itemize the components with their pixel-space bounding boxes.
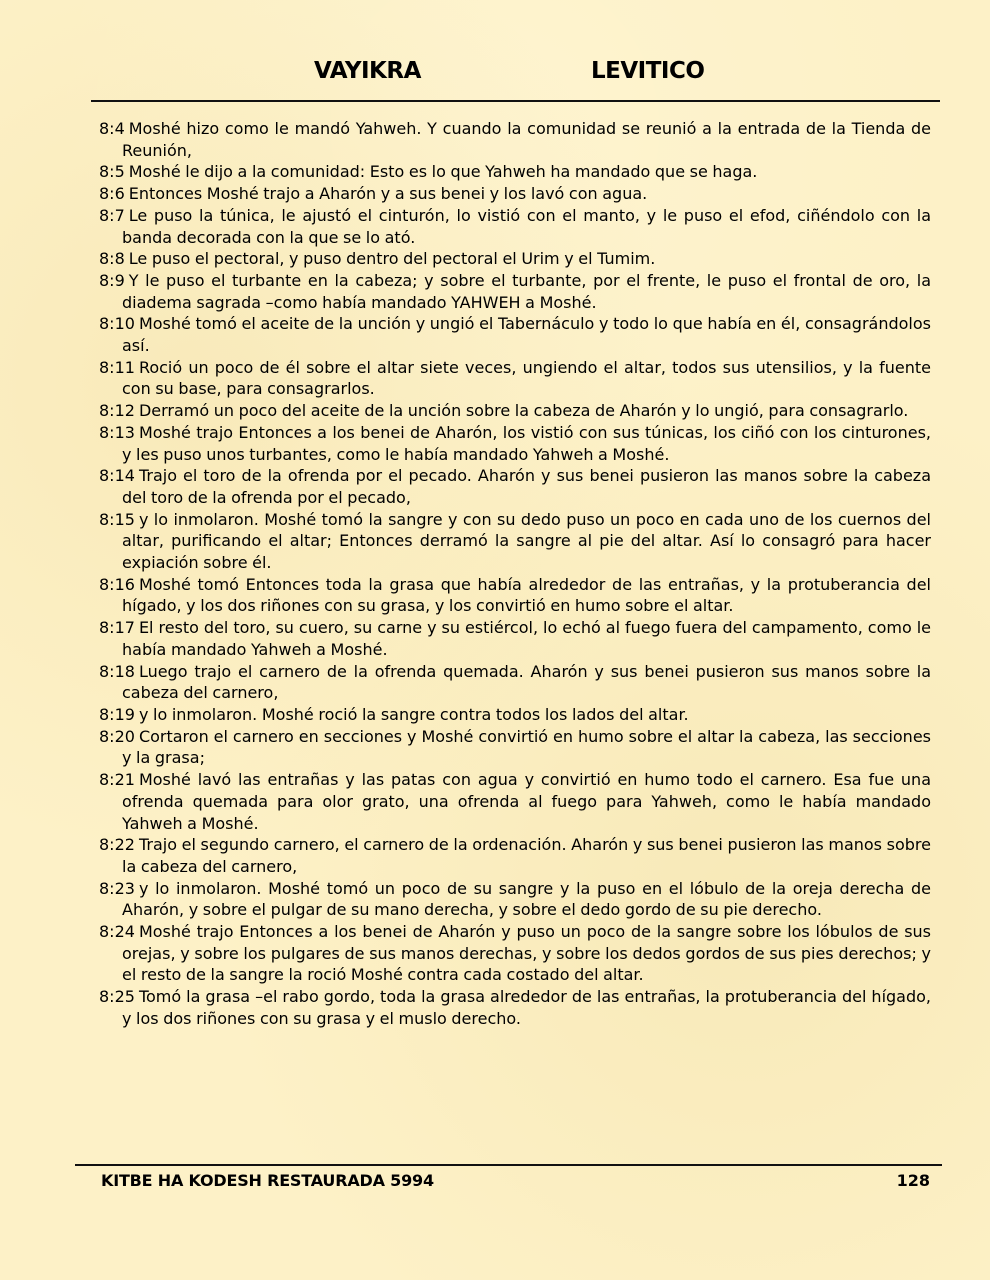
verse-reference: 8:8 [99,249,125,269]
verse [99,205,931,248]
verse-reference: 8:23 [99,878,135,898]
verse-reference: 8:25 [99,987,135,1007]
verse-text: y lo inmolaron. Moshé roció la sangre contra todos los lados del altar. [138,704,689,724]
verse-text: Trajo el toro de la ofrenda por el pecado. Aharón y sus benei pusieron las manos sobre la cabeza del toro de la ofrenda por el pecado, [122,466,931,507]
verse-text: Cortaron el carnero en secciones y Moshé convirtió en humo sobre el altar la cabeza, las secciones y la grasa; [122,726,931,768]
verse-reference: 8:14 [99,466,135,486]
verse-reference: 8:10 [99,314,135,334]
verse-text: y lo inmolaron. Moshé tomó la sangre y con su dedo puso un poco en cada uno de los cuernos del altar, purificando el altar; Entonces derramó la sangre al pie del altar. Así lo consagró para hacer expiación sobre él. [122,509,931,573]
verse-text: Moshé trajo Entonces a los benei de Aharón y puso un poco de la sangre sobre los lóbulos de sus orejas, y sobre los pulgares de sus manos derechas, y sobre los dedos gordos de sus pies derechos; y el resto de la sangre la roció Moshé contra cada costado del altar. [122,922,931,985]
verse [99,400,931,422]
verse [99,357,931,400]
verse-text: Entonces Moshé trajo a Aharón y a sus benei y los lavó con agua. [128,184,648,204]
verse-text: Tomó la grasa –el rabo gordo, toda la grasa alrededor de las entrañas, la protuberancia del hígado, y los dos riñones con su grasa y el muslo derecho. [122,987,931,1028]
verse-reference: 8:13 [99,422,135,442]
book-name-spanish: LEVITICO [591,58,705,84]
verse-list [99,118,931,1030]
header-divider [91,100,940,102]
verse-text: Y le puso el turbante en la cabeza; y sobre el turbante, por el frente, le puso el frontal de oro, la diadema sagrada –como había mandado YAHWEH a Moshé. [122,270,931,312]
publication-title: KITBE HA KODESH RESTAURADA 5994 [101,1171,434,1190]
page-header [0,58,990,90]
verse-reference: 8:18 [99,661,135,681]
verse [99,248,931,270]
verse-reference: 8:17 [99,618,135,638]
verse [99,921,931,986]
verse-reference: 8:20 [99,726,135,746]
verse [99,769,931,834]
verse [99,704,931,726]
verse-text: Moshé lavó las entrañas y las patas con agua y convirtió en humo todo el carnero. Esa fue una ofrenda quemada para olor grato, una ofrenda al fuego para Yahweh, como le había mandado Yahweh a Moshé. [122,770,931,833]
verse [99,422,931,465]
verse [99,574,931,617]
verse-text: Le puso el pectoral, y puso dentro del pectoral el Urim y el Tumim. [128,249,656,269]
verse-reference: 8:16 [99,574,135,594]
verse-text: Moshé trajo Entonces a los benei de Aharón, los vistió con sus túnicas, los ciñó con los cinturones, y les puso unos turbantes, como le había mandado Yahweh a Moshé. [122,422,931,464]
verse-text: Derramó un poco del aceite de la unción sobre la cabeza de Aharón y lo ungió, para consagrarlo. [138,401,909,421]
page-footer [0,1171,990,1195]
verse [99,878,931,921]
verse-text: El resto del toro, su cuero, su carne y su estiércol, lo echó al fuego fuera del campamento, como le había mandado Yahweh a Moshé. [122,618,931,659]
verse-reference: 8:21 [99,770,135,790]
page-number: 128 [896,1171,930,1190]
verse [99,986,931,1029]
verse-text: Moshé le dijo a la comunidad: Esto es lo que Yahweh ha mandado que se haga. [128,162,758,182]
verse [99,183,931,205]
verse-text: Roció un poco de él sobre el altar siete veces, ungiendo el altar, todos sus utensilios, y la fuente con su base, para consagrarlos. [122,357,931,399]
verse-reference: 8:6 [99,184,125,204]
verse-reference: 8:9 [99,270,125,290]
verse [99,313,931,356]
verse-reference: 8:7 [99,205,125,225]
verse-text: Le puso la túnica, le ajustó el cinturón, lo vistió con el manto, y le puso el efod, ciñéndolo con la banda decorada con la que se lo ató. [122,205,931,247]
footer-divider [75,1164,942,1166]
verse [99,509,931,574]
verse-text: Moshé tomó el aceite de la unción y ungió el Tabernáculo y todo lo que había en él, consagrándolos así. [122,314,931,356]
verse-text: Moshé tomó Entonces toda la grasa que había alrededor de las entrañas, y la protuberancia del hígado, y los dos riñones con su grasa, y los convirtió en humo sobre el altar. [122,574,931,616]
book-name-hebrew: VAYIKRA [314,58,421,84]
verse [99,118,931,161]
verse [99,270,931,313]
verse-reference: 8:19 [99,704,135,724]
verse-text: Moshé hizo como le mandó Yahweh. Y cuando la comunidad se reunió a la entrada de la Tienda de Reunión, [122,119,931,160]
verse-text: Trajo el segundo carnero, el carnero de la ordenación. Aharón y sus benei pusieron las manos sobre la cabeza del carnero, [122,835,931,876]
verse-reference: 8:15 [99,509,135,529]
verse [99,617,931,660]
verse-reference: 8:22 [99,835,135,855]
verse-text: y lo inmolaron. Moshé tomó un poco de su sangre y la puso en el lóbulo de la oreja derecha de Aharón, y sobre el pulgar de su mano derecha, y sobre el dedo gordo de su pie derecho. [122,878,931,920]
verse-reference: 8:5 [99,162,125,182]
verse [99,726,931,769]
verse-reference: 8:11 [99,357,135,377]
verse [99,661,931,704]
verse-text: Luego trajo el carnero de la ofrenda quemada. Aharón y sus benei pusieron sus manos sobre la cabeza del carnero, [122,661,931,703]
verse-reference: 8:12 [99,401,135,421]
verse [99,465,931,508]
verse-reference: 8:4 [99,119,125,138]
verse [99,161,931,183]
verse [99,834,931,877]
verse-reference: 8:24 [99,922,135,942]
